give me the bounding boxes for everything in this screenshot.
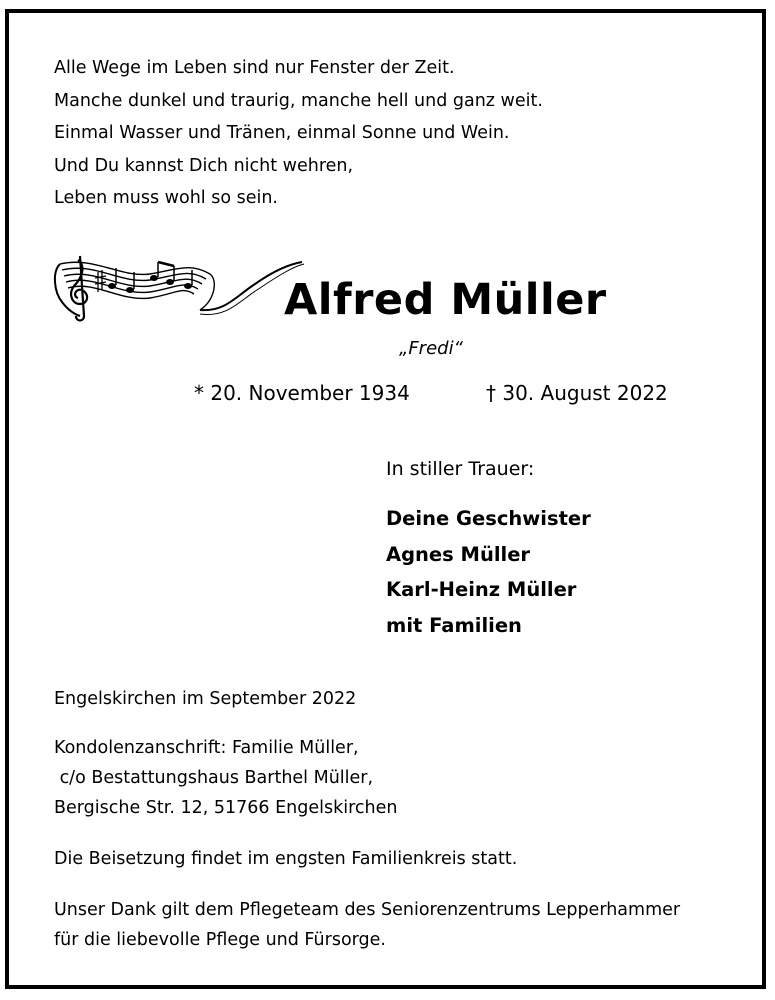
poem-line: Manche dunkel und traurig, manche hell und ganz weit. bbox=[54, 90, 543, 111]
place-date-text: Engelskirchen im September 2022 bbox=[54, 689, 357, 709]
thanks-note bbox=[54, 895, 680, 955]
place-and-date bbox=[54, 684, 356, 714]
mourning-label: In stiller Trauer: bbox=[386, 458, 535, 480]
funeral-note-text: Die Beisetzung findet im engsten Familienkreis statt. bbox=[54, 849, 518, 869]
deceased-nickname: „Fredi“ bbox=[399, 338, 463, 359]
funeral-note bbox=[54, 844, 517, 874]
address-line: Bergische Str. 12, 51766 Engelskirchen bbox=[54, 798, 398, 818]
death-date: † 30. August 2022 bbox=[486, 381, 668, 405]
mourner-name: Deine Geschwister bbox=[386, 507, 591, 530]
address-line: c/o Bestattungshaus Barthel Müller, bbox=[54, 768, 374, 788]
birth-date: * 20. November 1934 bbox=[194, 381, 410, 405]
mourners-list bbox=[386, 501, 591, 643]
thanks-line: für die liebevolle Pflege und Fürsorge. bbox=[54, 930, 386, 950]
poem bbox=[54, 52, 543, 215]
poem-line: Leben muss wohl so sein. bbox=[54, 188, 278, 209]
mourner-name: Karl-Heinz Müller bbox=[386, 578, 577, 601]
poem-line: Und Du kannst Dich nicht wehren, bbox=[54, 155, 354, 176]
address-line: Kondolenzanschrift: Familie Müller, bbox=[54, 738, 359, 758]
mourner-name: mit Familien bbox=[386, 613, 522, 637]
deceased-name: Alfred Müller bbox=[284, 275, 607, 325]
mourner-name: Agnes Müller bbox=[386, 542, 531, 566]
thanks-line: Unser Dank gilt dem Pflegeteam des Seniorenzentrums Lepperhammer bbox=[54, 900, 681, 920]
poem-line: Alle Wege im Leben sind nur Fenster der Zeit. bbox=[54, 58, 455, 78]
condolence-address bbox=[54, 733, 397, 823]
poem-line: Einmal Wasser und Tränen, einmal Sonne und Wein. bbox=[54, 123, 510, 144]
music-staff-ribbon-icon bbox=[50, 252, 312, 328]
